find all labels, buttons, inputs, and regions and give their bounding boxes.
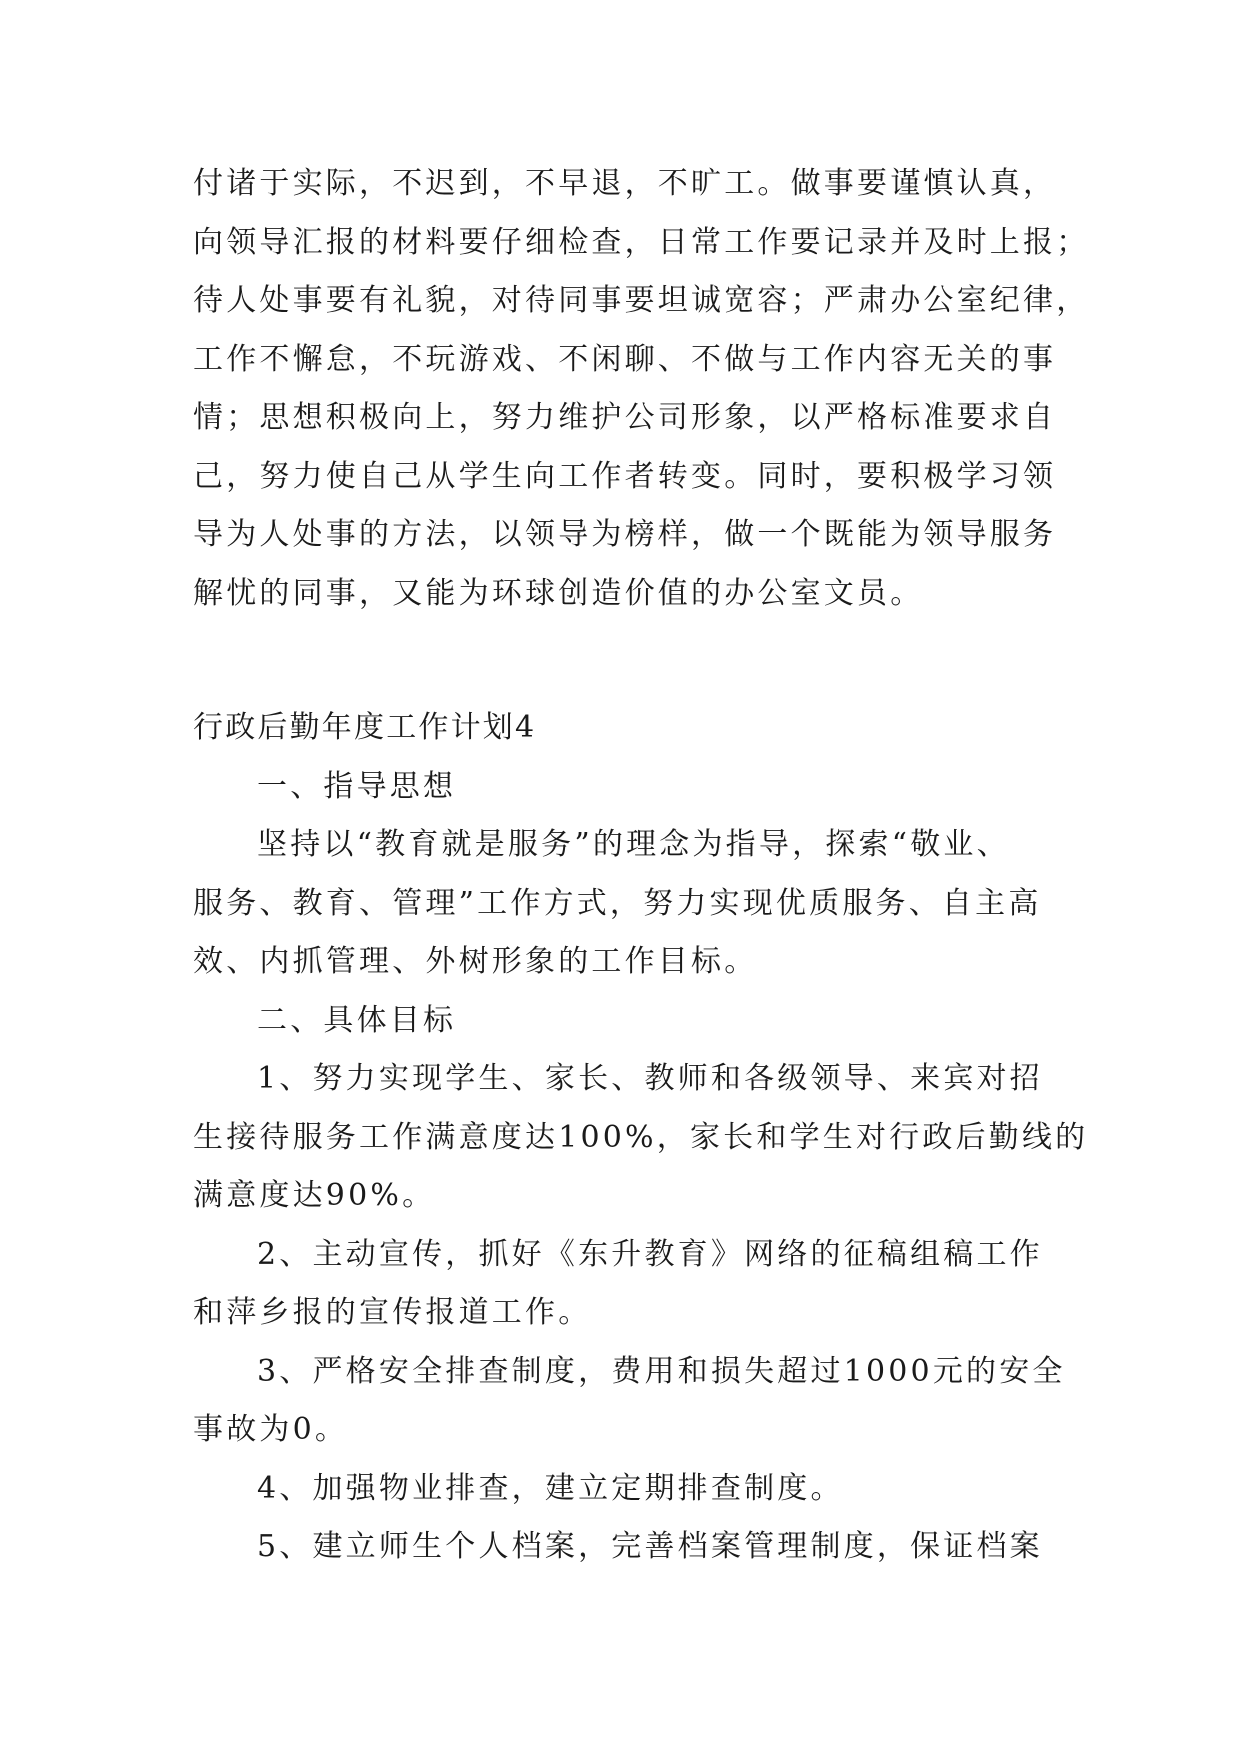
paragraph-line: 向领导汇报的材料要仔细检查，日常工作要记录并及时上报； [193, 224, 1090, 260]
goal-item-3 [193, 1343, 1066, 1460]
paragraph-line: 5、建立师生个人档案，完善档案管理制度，保证档案 [257, 1529, 1043, 1564]
paragraph-line: 付诸于实际，不迟到，不早退，不旷工。做事要谨慎认真， [193, 166, 1057, 201]
goal-item-2 [193, 1226, 1063, 1343]
paragraph-line: 生接待服务工作满意度达100%，家长和学生对行政后勤线的 [193, 1119, 1089, 1155]
paragraph-line: 2、主动宣传，抓好《东升教育》网络的征稿组稿工作 [257, 1236, 1043, 1272]
paragraph-line: 己，努力使自己从学生向工作者转变。同时，要积极学习领 [193, 458, 1057, 494]
heading-specific-goals: 二、具体目标 [257, 1002, 457, 1038]
document-body [193, 155, 1090, 1577]
paragraph-line: 情；思想积极向上，努力维护公司形象，以严格标准要求自 [193, 400, 1057, 435]
heading-guiding-ideology: 一、指导思想 [257, 768, 457, 804]
paragraph-line: 1、努力实现学生、家长、教师和各级领导、来宾对招 [257, 1061, 1043, 1096]
paragraph-line: 工作不懈怠，不玩游戏、不闲聊、不做与工作内容无关的事 [193, 341, 1057, 377]
goal-item-5 [193, 1518, 1063, 1577]
previous-section-paragraph [193, 155, 1090, 623]
paragraph-line: 待人处事要有礼貌，对待同事要坦诚宽容；严肃办公室纪律， [193, 283, 1090, 318]
goal-item-1 [193, 1050, 1089, 1226]
paragraph-line: 解忧的同事，又能为环球创造价值的办公室文员。 [193, 575, 924, 611]
section-title: 行政后勤年度工作计划4 [193, 710, 537, 745]
paragraph-line: 事故为0。 [193, 1412, 349, 1447]
paragraph-line: 4、加强物业排查，建立定期排查制度。 [257, 1470, 844, 1506]
paragraph-line: 满意度达90%。 [193, 1178, 436, 1213]
paragraph-line: 服务、教育、管理”工作方式，努力实现优质服务、自主高 [193, 885, 1042, 921]
paragraph-line: 和萍乡报的宣传报道工作。 [193, 1295, 592, 1330]
paragraph-line: 3、严格安全排查制度，费用和损失超过1000元的安全 [257, 1353, 1066, 1389]
paragraph-line: 坚持以“教育就是服务”的理念为指导，探索“敬业、 [257, 827, 1010, 862]
paragraph-line: 效、内抓管理、外树形象的工作目标。 [193, 944, 758, 979]
goal-item-4 [193, 1460, 1063, 1519]
paragraph-line: 导为人处事的方法，以领导为榜样，做一个既能为领导服务 [193, 517, 1057, 552]
guiding-ideology-paragraph [193, 816, 1063, 992]
